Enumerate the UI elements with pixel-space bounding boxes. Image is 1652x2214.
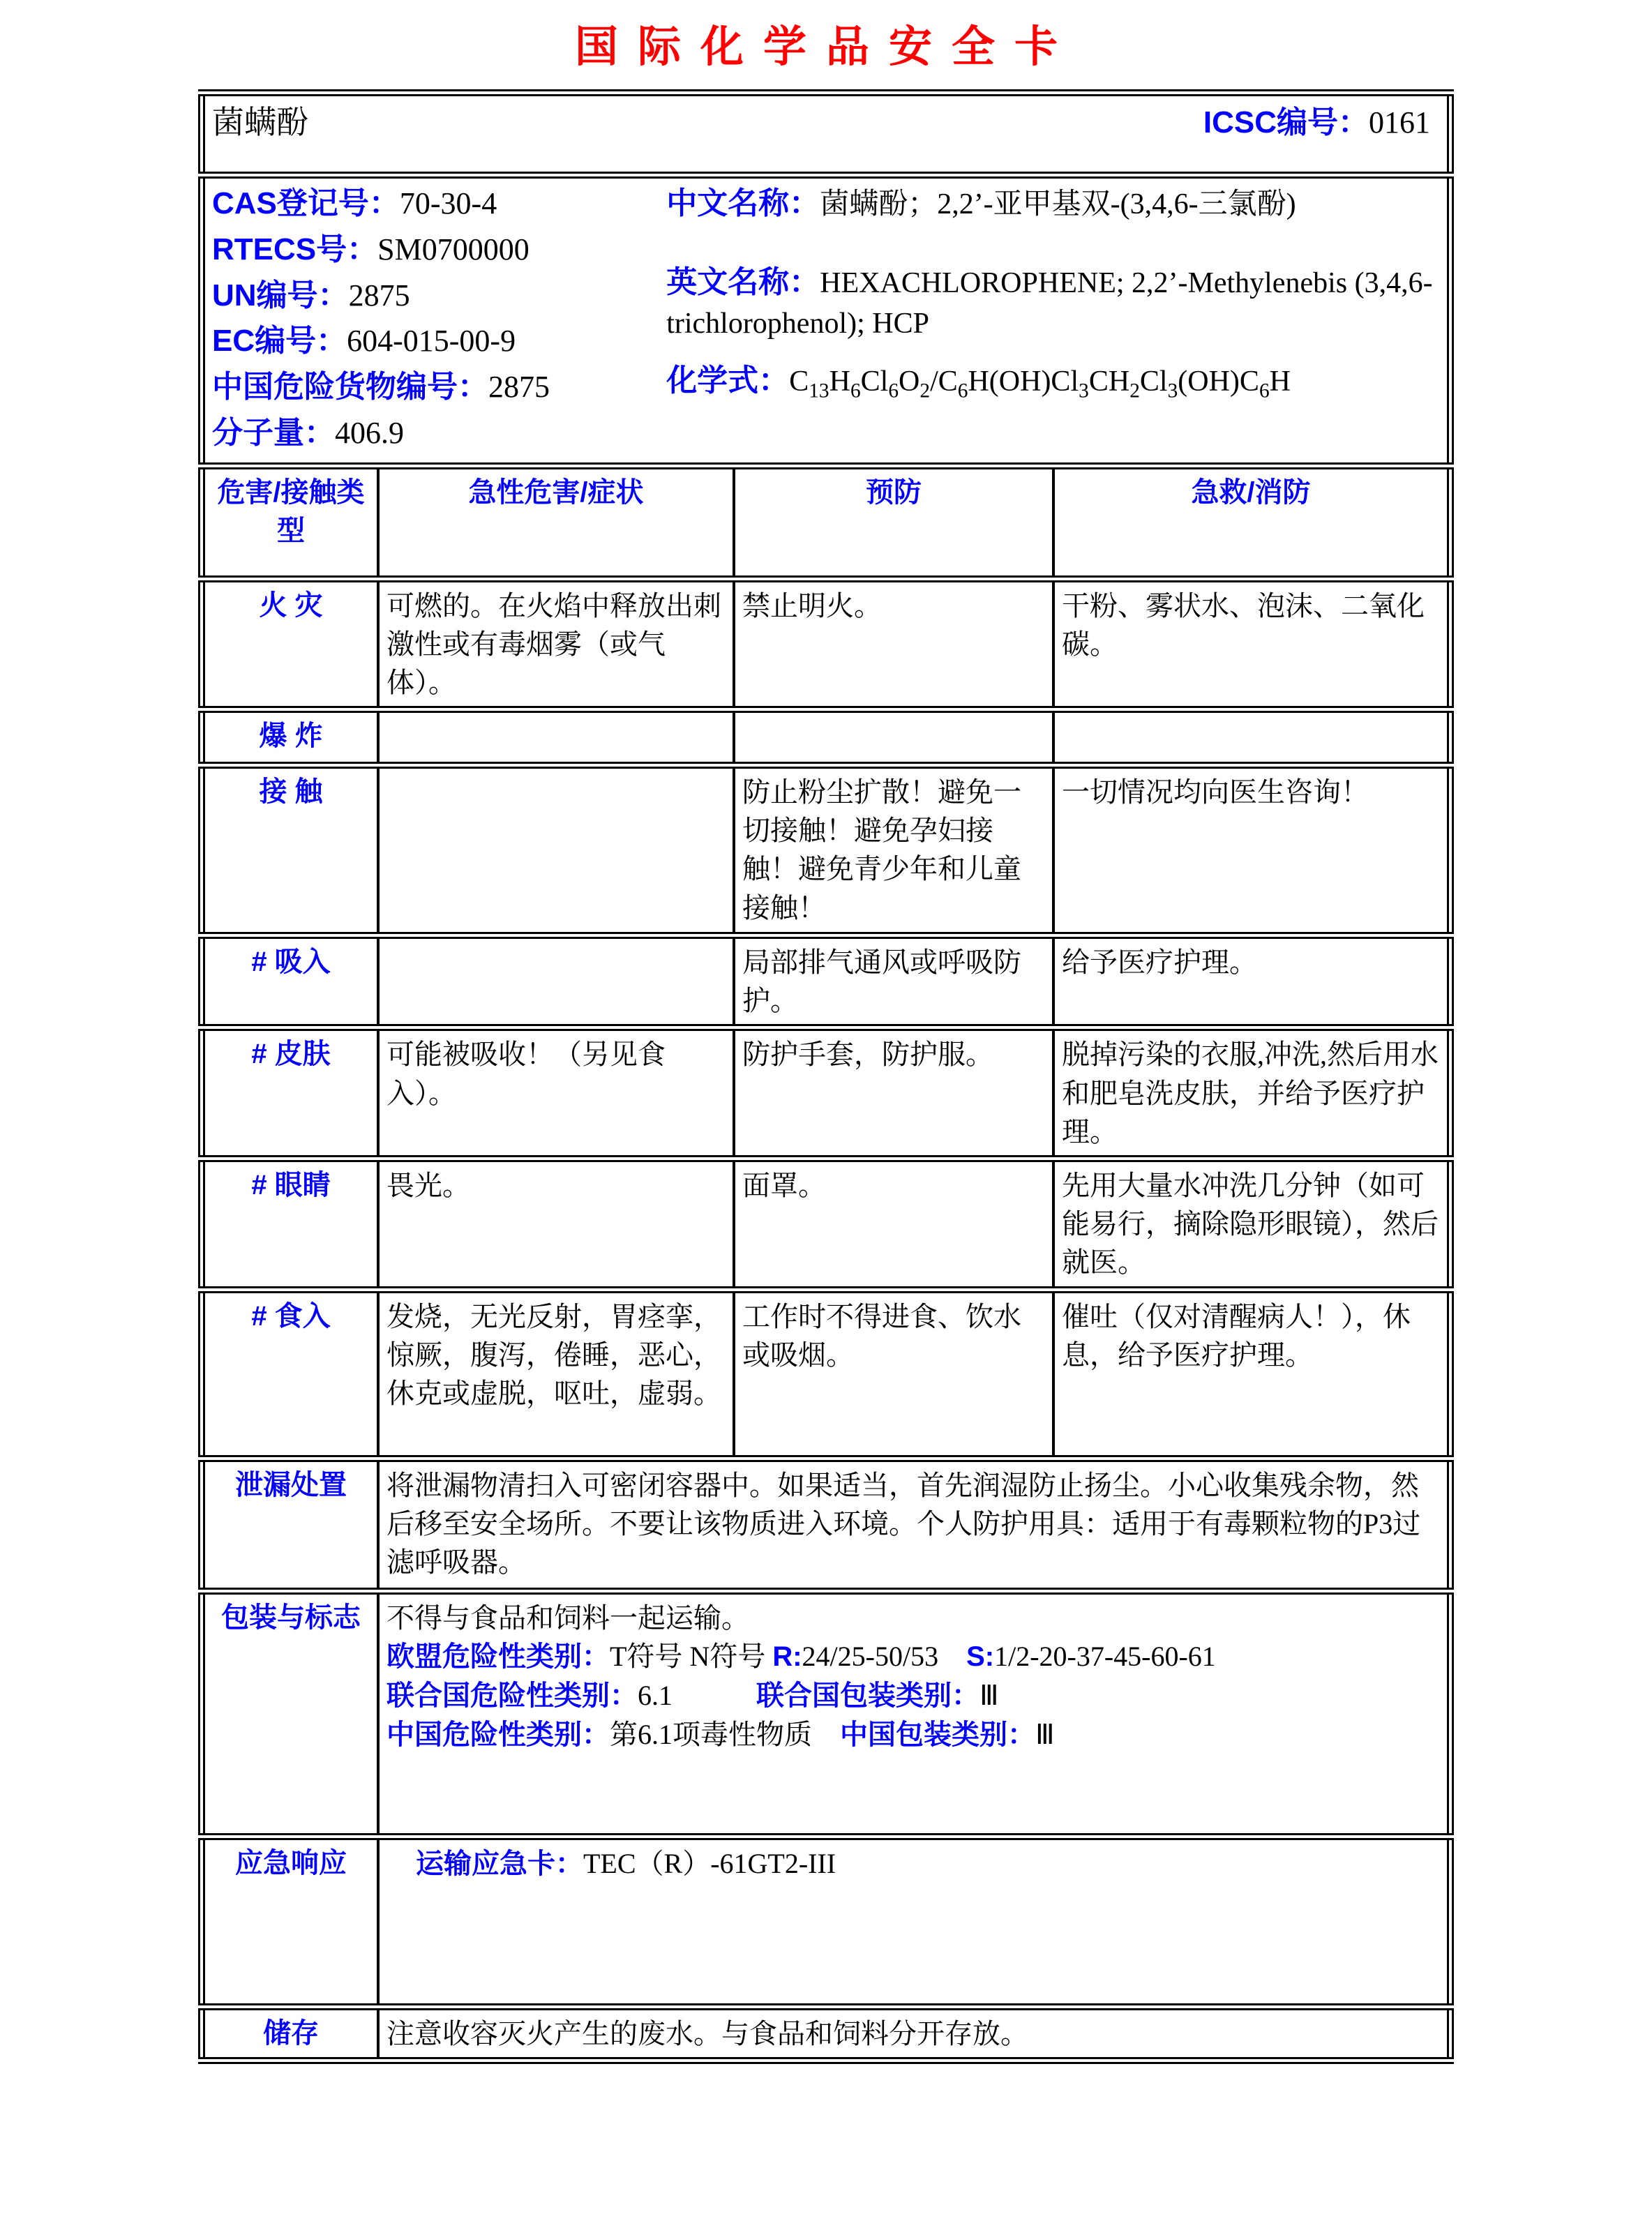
hazard-row-skin <box>202 1027 1450 1159</box>
row-label: # 吸入 <box>202 935 378 1027</box>
row-label: # 食入 <box>202 1290 378 1459</box>
chinese-name: 中文名称：菌螨酚；2,2’-亚甲基双-(3,4,6-三氯酚) <box>666 186 1296 221</box>
section-row-packaging <box>202 1591 1450 1837</box>
packaging-content <box>378 1591 1450 1837</box>
page-title: 国际化学品安全卡 <box>574 23 1077 71</box>
hazard-header-row <box>202 466 1450 579</box>
eyes-response: 先用大量水冲洗几分钟（如可能易行，摘除隐形眼镜），然后就医。 <box>1053 1159 1450 1290</box>
inhalation-response: 给予医疗护理。 <box>1053 935 1450 1027</box>
ingestion-symptoms: 发烧，无光反射，胃痉挛，惊厥，腹泻，倦睡，恶心，休克或虚脱，呕吐，虚弱。 <box>378 1290 734 1459</box>
row-label: 接 触 <box>202 765 378 935</box>
explosion-response <box>1053 709 1450 765</box>
substance-header-row <box>202 93 1450 175</box>
fire-prevention: 禁止明火。 <box>734 579 1053 710</box>
china-hazard-class: 中国危险性类别：第6.1项毒性物质 中国包装类别：Ⅲ <box>386 1719 1055 1751</box>
icsc-number-group <box>1203 102 1440 144</box>
contact-response: 一切情况均向医生咨询！ <box>1053 765 1450 935</box>
hazard-row-ingestion <box>202 1290 1450 1459</box>
row-label: 应急响应 <box>202 1837 378 2007</box>
icsc-card-table <box>198 89 1454 2064</box>
row-label: 爆 炸 <box>202 709 378 765</box>
hazard-row-fire <box>202 579 1450 710</box>
china-dangerous-goods-number: 中国危险货物编号：2875 <box>212 370 550 405</box>
transport-restriction: 不得与食品和饲料一起运输。 <box>386 1602 749 1634</box>
ec-number: EC编号：604-015-00-9 <box>212 324 516 359</box>
hazard-row-inhalation <box>202 935 1450 1027</box>
substance-header-cell <box>202 93 1450 175</box>
skin-response: 脱掉污染的衣服,冲洗,然后用水和肥皂洗皮肤，并给予医疗护理。 <box>1053 1027 1450 1159</box>
registry-numbers <box>212 183 666 458</box>
contact-prevention: 防止粉尘扩散！避免一切接触！避免孕妇接触！避免青少年和儿童接触！ <box>734 765 1053 935</box>
storage-text: 注意收容灭火产生的废水。与食品和饲料分开存放。 <box>378 2007 1450 2061</box>
un-hazard-class: 联合国危险性类别：6.1 联合国包装类别：Ⅲ <box>386 1679 999 1711</box>
transport-emergency-card-value: TEC（R）-61GT2-III <box>583 1847 836 1879</box>
identification-cell <box>202 175 1450 465</box>
molecular-weight: 分子量：406.9 <box>212 415 404 450</box>
un-number: UN编号：2875 <box>212 278 410 312</box>
rtecs-number: RTECS号：SM0700000 <box>212 232 530 266</box>
fire-response: 干粉、雾状水、泡沫、二氧化碳。 <box>1053 579 1450 710</box>
inhalation-prevention: 局部排气通风或呼吸防护。 <box>734 935 1053 1027</box>
hazard-row-contact <box>202 765 1450 935</box>
row-label: # 眼睛 <box>202 1159 378 1290</box>
section-row-emergency <box>202 1837 1450 2007</box>
section-row-spill <box>202 1459 1450 1591</box>
skin-prevention: 防护手套，防护服。 <box>734 1027 1053 1159</box>
column-header-symptoms: 急性危害/症状 <box>378 466 734 579</box>
row-label: 包装与标志 <box>202 1591 378 1837</box>
ingestion-response: 催吐（仅对清醒病人！），休息，给予医疗护理。 <box>1053 1290 1450 1459</box>
row-label: # 皮肤 <box>202 1027 378 1159</box>
emergency-content <box>378 1837 1450 2007</box>
spill-text: 将泄漏物清扫入可密闭容器中。如果适当，首先润湿防止扬尘。小心收集残余物，然后移至安全场所。不要让该物质进入环境。个人防护用具：适用于有毒颗粒物的P3过滤呼吸器。 <box>378 1459 1450 1591</box>
identification-row <box>202 175 1450 465</box>
column-header-hazard-type: 危害/接触类型 <box>202 466 378 579</box>
eu-hazard-class: 欧盟危险性类别：T符号 N符号 R:24/25-50/53 S:1/2-20-37-45-60-61 <box>386 1640 1216 1672</box>
skin-symptoms: 可能被吸收！（另见食入）。 <box>378 1027 734 1159</box>
ingestion-prevention: 工作时不得进食、饮水或吸烟。 <box>734 1290 1053 1459</box>
eyes-symptoms: 畏光。 <box>378 1159 734 1290</box>
row-label: 火 灾 <box>202 579 378 710</box>
inhalation-symptoms <box>378 935 734 1027</box>
hazard-row-explosion <box>202 709 1450 765</box>
fire-symptoms: 可燃的。在火焰中释放出刺激性或有毒烟雾（或气体）。 <box>378 579 734 710</box>
transport-emergency-card-label: 运输应急卡： <box>416 1848 583 1879</box>
explosion-prevention <box>734 709 1053 765</box>
icsc-label: ICSC编号： <box>1203 105 1369 140</box>
formula-value: $C_{13}H_6Cl_6O_2/C_6H(OH)Cl_3CH_2Cl_3(OH)C_6H$ <box>789 366 1291 402</box>
icsc-number: 0161 <box>1369 105 1430 140</box>
english-name: 英文名称：HEXACHLOROPHENE; 2,2’-Methylenebis (3,4,6-trichlorophenol); HCP <box>666 265 1433 340</box>
chemical-names <box>666 183 1440 458</box>
contact-symptoms <box>378 765 734 935</box>
column-header-prevention: 预防 <box>734 466 1053 579</box>
substance-name: 菌螨酚 <box>212 105 308 141</box>
cas-number: CAS登记号：70-30-4 <box>212 186 497 221</box>
section-row-storage <box>202 2007 1450 2061</box>
eyes-prevention: 面罩。 <box>734 1159 1053 1290</box>
row-label: 储存 <box>202 2007 378 2061</box>
hazard-row-eyes <box>202 1159 1450 1290</box>
row-label: 泄漏处置 <box>202 1459 378 1591</box>
chemical-formula: 化学式：$C_{13}H_6Cl_6O_2/C_6H(OH)Cl_3CH_2Cl_3(OH)C_6H$ <box>666 363 1291 402</box>
explosion-symptoms <box>378 709 734 765</box>
column-header-firstaid: 急救/消防 <box>1053 466 1450 579</box>
